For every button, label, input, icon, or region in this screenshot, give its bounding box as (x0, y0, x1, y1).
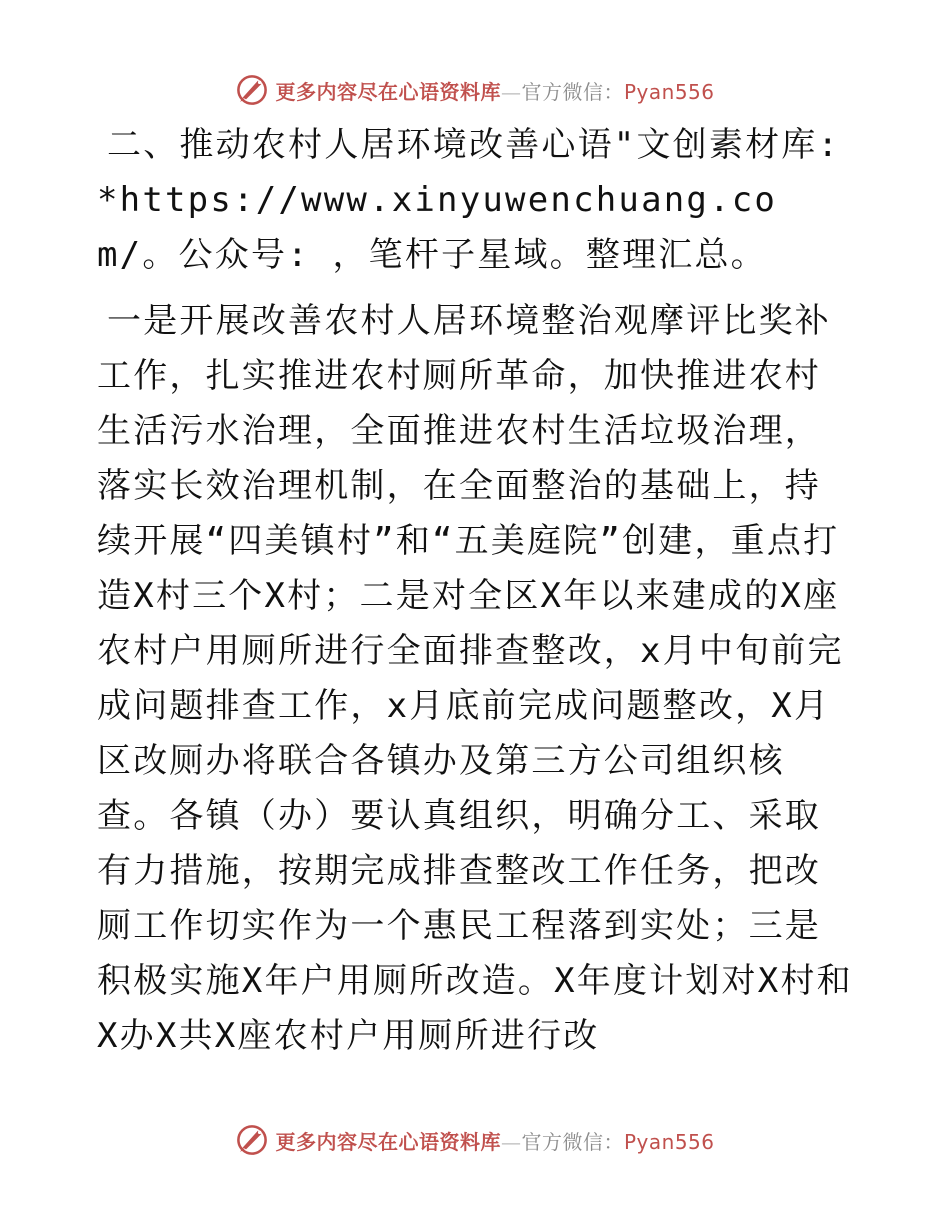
body-paragraph: 一是开展改善农村人居环境整治观摩评比奖补工作，扎实推进农村厕所革命，加快推进农村生活污水治理，全面推进农村生活垃圾治理，落实长效治理机制，在全面整治的基础上，持续开展“四美镇村”和“五美庭院”创建，重点打造X村三个X村；二是对全区X年以来建成的X座农村户用厕所进行全面排查整改，x月中旬前完成问题排查工作，x月底前完成问题整改，X月区改厕办将联合各镇办及第三方公司组织核查。各镇（办）要认真组织，明确分工、采取有力措施，按期完成排查整改工作任务，把改厕工作切实作为一个惠民工程落到实处；三是积极实施X年户用厕所改造。X年度计划对X村和X办X共X座农村户用厕所进行改 (97, 301, 853, 1056)
watermark-text (275, 76, 714, 105)
watermark-banner-top (0, 70, 950, 110)
watermark-main-text: 更多内容尽在心语资料库 (275, 79, 501, 104)
document-body (97, 118, 857, 1064)
section-heading-paragraph: 二、推动农村人居环境改善心语"文创素材库: *https://www.xinyuwenchuang.com/。公众号: ，笔杆子星域。整理汇总。 (97, 125, 841, 275)
watermark-dash: — (500, 79, 522, 104)
watermark-dash: — (500, 1129, 522, 1154)
watermark-text (275, 1126, 714, 1155)
watermark-wechat-id: Pyan556 (623, 79, 715, 104)
watermark-banner-bottom (0, 1120, 950, 1160)
quill-pen-logo-icon (235, 73, 269, 107)
watermark-wechat-label: 官方微信： (521, 79, 624, 104)
watermark-wechat-id: Pyan556 (623, 1129, 715, 1154)
watermark-wechat-label: 官方微信： (521, 1129, 624, 1154)
watermark-main-text: 更多内容尽在心语资料库 (275, 1129, 501, 1154)
quill-pen-logo-icon (235, 1123, 269, 1157)
